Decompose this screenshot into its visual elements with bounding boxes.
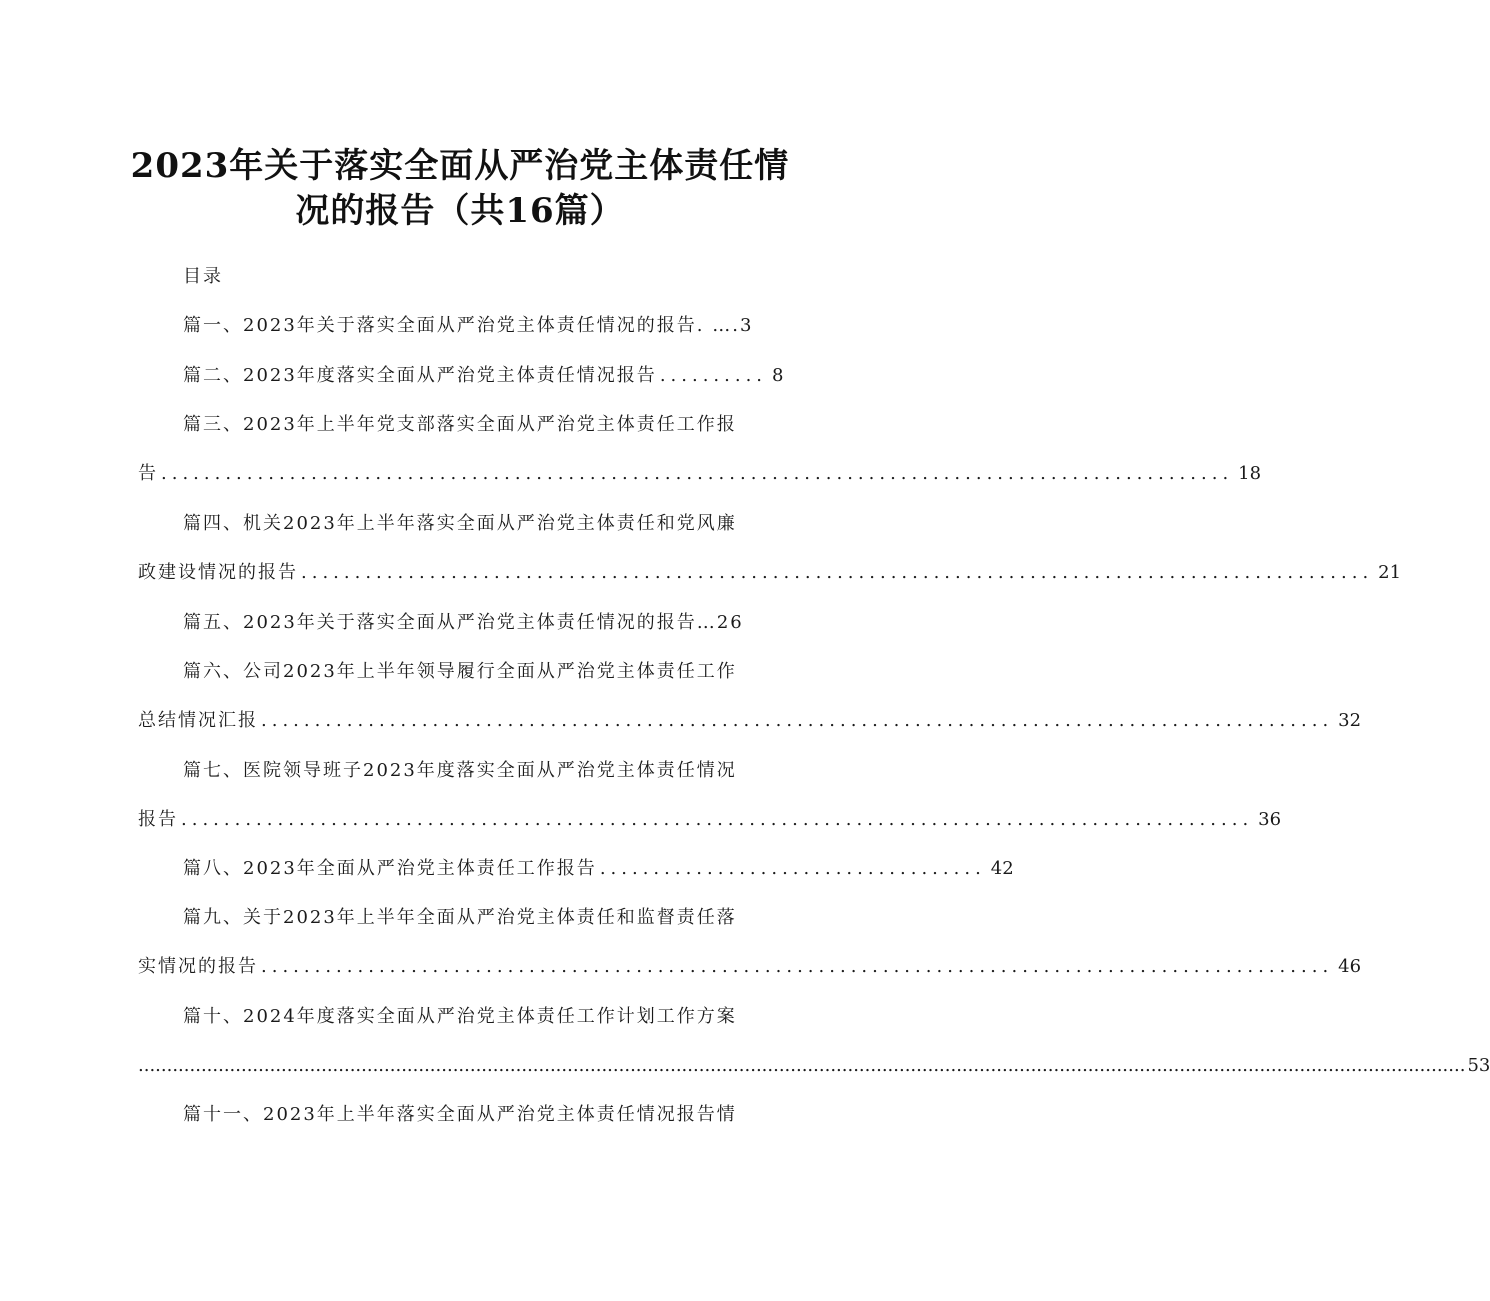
toc-entry-3-line-2[interactable] bbox=[138, 461, 1262, 487]
toc-entry-4-line-2[interactable] bbox=[138, 560, 1402, 586]
toc-entry-page: 3 bbox=[739, 315, 754, 336]
toc-entry-6-line-1[interactable]: 篇六、公司2023年上半年领导履行全面从严治党主体责任工作 bbox=[183, 661, 737, 682]
toc-entry-10-line-1[interactable]: 篇十、2024年度落实全面从严治党主体责任工作计划工作方案 bbox=[183, 1006, 737, 1027]
toc-entry-page: 36 bbox=[1258, 809, 1282, 830]
toc-entry-2[interactable] bbox=[183, 363, 784, 389]
toc-leader-dots: .................................................................................................... bbox=[261, 710, 1334, 731]
toc-entry-text: 政建设情况的报告 bbox=[138, 562, 298, 583]
toc-entry-text: 篇五、2023年关于落实全面从严治党主体责任情况的报告… bbox=[183, 612, 717, 633]
toc-entry-page: 18 bbox=[1238, 463, 1262, 484]
toc-entry-page: 21 bbox=[1378, 562, 1402, 583]
toc-leader-dots: .................................................................................................... bbox=[181, 809, 1254, 830]
toc-entry-text: 实情况的报告 bbox=[138, 956, 258, 977]
toc-leader-dots: .................................... bbox=[599, 858, 986, 879]
toc-entry-5[interactable] bbox=[183, 610, 744, 636]
toc-entry-text: 篇二、2023年度落实全面从严治党主体责任情况报告 bbox=[183, 365, 657, 386]
toc-entry-text: 篇八、2023年全面从严治党主体责任工作报告 bbox=[183, 858, 597, 879]
toc-entry-text: 告 bbox=[138, 463, 158, 484]
toc-entry-7-line-2[interactable] bbox=[138, 807, 1282, 833]
toc-entry-page: 32 bbox=[1338, 710, 1362, 731]
toc-entry-3-line-1[interactable]: 篇三、2023年上半年党支部落实全面从严治党主体责任工作报 bbox=[183, 414, 737, 435]
toc-entry-page: 8 bbox=[772, 365, 784, 386]
toc-leader-dots: .................................................................................................... bbox=[301, 562, 1374, 583]
toc-leader-dots: .................................................................................................... bbox=[261, 956, 1334, 977]
toc-entry-text: 报告 bbox=[138, 809, 178, 830]
toc-leader-dots: .......... bbox=[659, 365, 768, 386]
toc-entry-9-line-2[interactable] bbox=[138, 954, 1362, 980]
document-title-line-2: 况的报告（共16篇） bbox=[295, 191, 625, 231]
toc-entry-text: 总结情况汇报 bbox=[138, 710, 258, 731]
toc-entry-page: 42 bbox=[990, 858, 1014, 879]
toc-entry-10-line-2[interactable] bbox=[138, 1053, 1490, 1079]
toc-entry-page: 53 bbox=[1467, 1055, 1490, 1076]
toc-entry-7-line-1[interactable]: 篇七、医院领导班子2023年度落实全面从严治党主体责任情况 bbox=[183, 760, 737, 781]
toc-entry-11-line-1[interactable]: 篇十一、2023年上半年落实全面从严治党主体责任情况报告情 bbox=[183, 1104, 737, 1125]
toc-entry-page: 46 bbox=[1338, 956, 1362, 977]
toc-entry-4-line-1[interactable]: 篇四、机关2023年上半年落实全面从严治党主体责任和党风廉 bbox=[183, 513, 737, 534]
document-title-line-1: 2023年关于落实全面从严治党主体责任情 bbox=[130, 146, 790, 186]
toc-leader-dots: .................................................................................................... bbox=[161, 463, 1234, 484]
toc-entry-text: 篇一、2023年关于落实全面从严治党主体责任情况的报告. …. bbox=[183, 315, 740, 336]
toc-entry-1[interactable] bbox=[183, 313, 753, 339]
toc-entry-page: 26 bbox=[716, 612, 744, 633]
toc-leader-dots: ........................................................................................................................................................................................................................................ bbox=[138, 1055, 1466, 1076]
toc-entry-6-line-2[interactable] bbox=[138, 708, 1362, 734]
toc-entry-8[interactable] bbox=[183, 856, 1014, 882]
toc-entry-9-line-1[interactable]: 篇九、关于2023年上半年全面从严治党主体责任和监督责任落 bbox=[183, 907, 737, 928]
toc-heading: 目录 bbox=[183, 266, 223, 287]
